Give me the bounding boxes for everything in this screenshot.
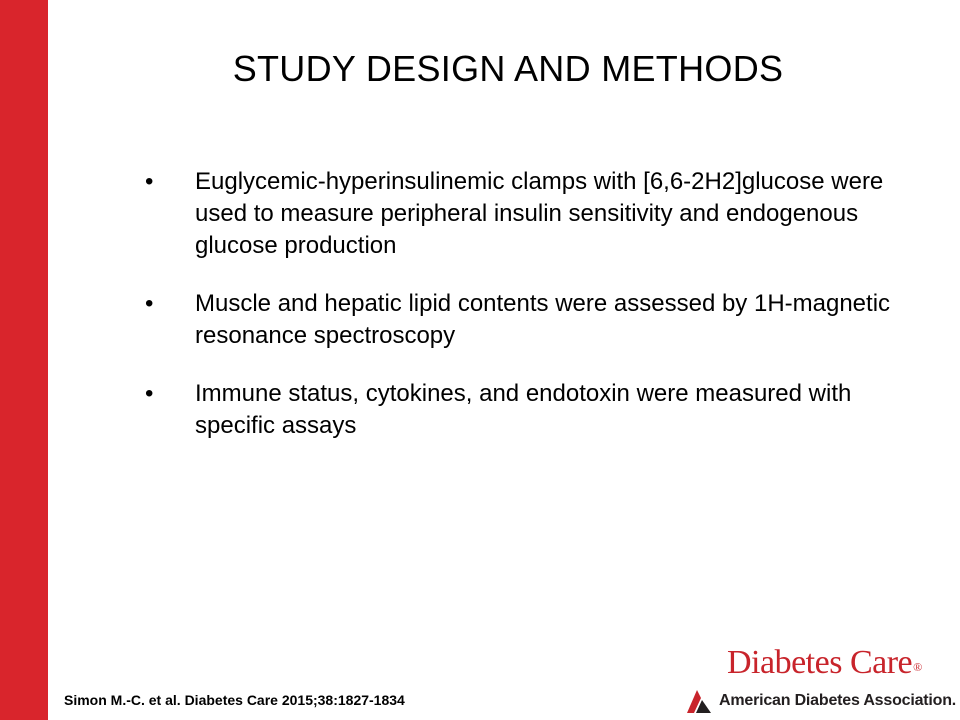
citation: Simon M.-C. et al. Diabetes Care 2015;38:1827-1834 bbox=[64, 692, 405, 708]
ada-logo bbox=[683, 686, 956, 716]
bullet-item bbox=[145, 288, 915, 352]
bullet-item bbox=[145, 378, 915, 442]
bullet-list bbox=[145, 166, 915, 468]
journal-name: Diabetes Care bbox=[727, 644, 913, 681]
bullet-marker: • bbox=[145, 290, 154, 317]
journal-logo bbox=[727, 644, 922, 682]
bullet-text: Euglycemic-hyperinsulinemic clamps with [6,6-2H2]glucose were used to measure peripheral insulin sensitivity and endogenous glucose production bbox=[195, 168, 884, 259]
bullet-text: Muscle and hepatic lipid contents were assessed by 1H-magnetic resonance spectroscopy bbox=[195, 290, 891, 349]
bullet-text: Immune status, cytokines, and endotoxin were measured with specific assays bbox=[195, 380, 852, 439]
organization-name: American Diabetes Association. bbox=[719, 692, 957, 709]
slide-title: STUDY DESIGN AND METHODS bbox=[232, 48, 784, 89]
left-accent-bar bbox=[0, 0, 48, 720]
registered-mark: ® bbox=[913, 660, 922, 674]
bullet-marker: • bbox=[145, 380, 154, 407]
ada-triangle-icon bbox=[683, 688, 715, 714]
bullet-item bbox=[145, 166, 915, 262]
bullet-marker: • bbox=[145, 168, 154, 195]
